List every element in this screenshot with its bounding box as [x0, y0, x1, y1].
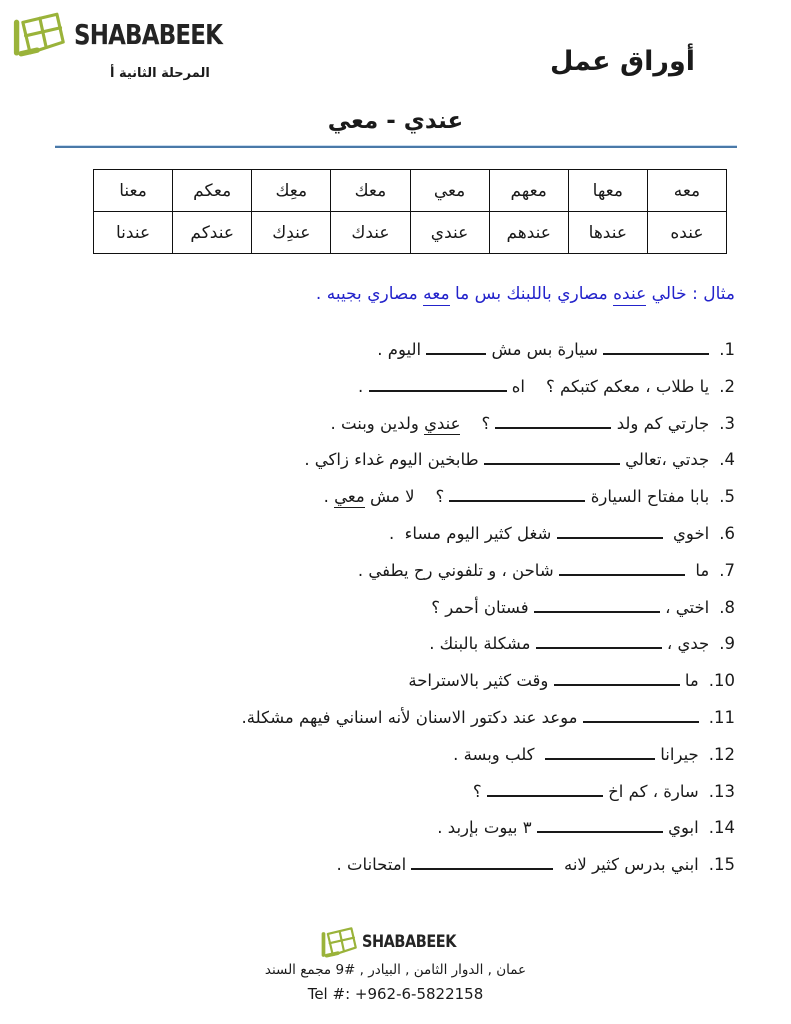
text-segment: جدي ،	[661, 634, 710, 654]
text-segment: جيرانا	[655, 744, 699, 764]
fill-in-blank	[583, 708, 699, 723]
text-segment: شغل كثير اليوم مساء .	[388, 523, 557, 543]
text-segment: .	[358, 376, 369, 396]
text-segment: طابخين اليوم غداء زاكي .	[304, 450, 484, 470]
exercise-item	[30, 590, 735, 627]
table-row	[94, 170, 727, 212]
brand-wordmark: SHABABEEK	[74, 17, 223, 51]
fill-in-blank	[559, 561, 685, 576]
item-number: 12.	[708, 744, 735, 764]
text-segment: مشكلة بالبنك .	[429, 634, 536, 654]
pronoun-cell: عندِك	[252, 212, 331, 254]
exercise-item	[30, 553, 735, 590]
pronoun-cell: معِك	[252, 170, 331, 212]
text-segment: ما	[679, 671, 699, 691]
fill-in-blank	[495, 414, 611, 429]
exercise-item	[30, 626, 735, 663]
item-number: 14.	[708, 818, 735, 838]
exercise-item	[30, 700, 735, 737]
fill-in-blank	[487, 782, 603, 797]
title-rule	[55, 145, 737, 148]
shababeek-window-icon	[10, 8, 68, 60]
text-segment: سارة ، كم اخ	[602, 781, 699, 801]
example-line	[40, 278, 735, 310]
fill-in-blank	[557, 524, 663, 539]
underlined-word: معي	[334, 487, 365, 507]
exercise-item	[30, 406, 735, 443]
fill-in-blank	[537, 818, 663, 833]
item-number: 3.	[719, 413, 735, 433]
text-segment: يا طلاب ، معكم كتبكم ؟ اه	[506, 376, 710, 396]
text-segment: مثال : خالي	[646, 284, 735, 304]
fill-in-blank	[536, 634, 662, 649]
item-number: 7.	[719, 560, 735, 580]
underlined-word: عندي	[424, 413, 461, 433]
page-title: عندي - معي	[327, 108, 464, 134]
item-number: 9.	[719, 634, 735, 654]
underlined-word: عنده	[613, 284, 647, 304]
pronoun-cell: عندنا	[94, 212, 173, 254]
pronoun-cell: عنده	[647, 212, 726, 254]
pronoun-cell: عندي	[410, 212, 489, 254]
text-segment: سيارة بس مش	[486, 340, 604, 359]
pronoun-cell: معنا	[94, 170, 173, 212]
text-segment: موعد عند دكتور الاسنان لأنه اسناني فيهم مشكلة.	[241, 707, 583, 727]
footer-address: عمان , الدوار الثامن , البيادر , #9 مجمع السند	[264, 962, 527, 978]
exercise-item	[30, 479, 735, 516]
item-number: 1.	[719, 340, 735, 359]
exercise-item	[30, 516, 735, 553]
text-segment: فستان أحمر ؟	[431, 597, 534, 617]
item-number: 4.	[719, 450, 735, 470]
text-segment: اختي ،	[659, 597, 710, 617]
fill-in-blank	[534, 598, 660, 613]
pronoun-cell: عندهم	[489, 212, 568, 254]
pronoun-cell: معك	[331, 170, 410, 212]
pronoun-cell: معي	[410, 170, 489, 212]
pronoun-cell: عندها	[568, 212, 647, 254]
text-segment: ؟	[460, 413, 496, 433]
item-number: 2.	[719, 376, 735, 396]
fill-in-blank	[411, 855, 553, 870]
footer-brand-wordmark: SHABABEEK	[361, 932, 456, 952]
fill-in-blank	[545, 745, 655, 760]
text-segment: ابوي	[662, 818, 699, 838]
header-logo	[10, 8, 255, 60]
item-number: 8.	[719, 597, 735, 617]
exercise-item	[30, 369, 735, 406]
stage-label: المرحلة الثانية أ	[110, 66, 210, 81]
pronoun-cell: عندك	[331, 212, 410, 254]
footer-tel: Tel #: +962-6-5822158	[307, 985, 484, 1003]
item-number: 13.	[708, 781, 735, 801]
footer-logo	[0, 924, 791, 960]
pronoun-cell: عندكم	[173, 212, 252, 254]
text-segment: امتحانات .	[336, 855, 412, 875]
fill-in-blank	[554, 671, 680, 686]
text-segment: اليوم .	[377, 340, 427, 359]
item-number: 10.	[708, 671, 735, 691]
text-segment: اخوي	[662, 523, 710, 543]
text-segment: بابا مفتاح السيارة	[585, 487, 710, 507]
text-segment: وقت كثير بالاستراحة	[408, 671, 554, 691]
item-number: 5.	[719, 487, 735, 507]
text-segment: مصاري باللبنك بس ما	[449, 284, 614, 304]
text-segment: ما	[684, 560, 710, 580]
pronoun-cell: معه	[647, 170, 726, 212]
fill-in-blank	[426, 340, 486, 355]
exercise-item	[30, 810, 735, 847]
exercise-item	[30, 847, 735, 884]
text-segment: ؟ لا مش	[364, 487, 450, 507]
exercise-list	[30, 332, 735, 884]
pronoun-cell: معهم	[489, 170, 568, 212]
item-number: 15.	[708, 855, 735, 875]
text-segment: ٣ بيوت بإربد .	[437, 818, 537, 838]
table-row	[94, 212, 727, 254]
fill-in-blank	[369, 377, 507, 392]
pronoun-cell: معها	[568, 170, 647, 212]
text-segment: كلب وبسة .	[453, 744, 546, 764]
worksheet-label: أوراق عمل	[549, 46, 695, 77]
item-number: 11.	[708, 707, 735, 727]
exercise-item	[30, 442, 735, 479]
text-segment: مصاري بجيبه .	[315, 284, 424, 304]
text-segment: شاحن ، و تلفوني رح يطفي .	[357, 560, 559, 580]
pronoun-table	[93, 169, 727, 254]
item-number: 6.	[719, 523, 735, 543]
text-segment: ؟	[472, 781, 487, 801]
exercise-item	[30, 737, 735, 774]
text-segment: جارتي كم ولد	[611, 413, 710, 433]
text-segment: ولدين وبنت .	[330, 413, 425, 433]
shababeek-window-icon	[319, 924, 359, 960]
exercise-item	[30, 774, 735, 811]
text-segment: .	[323, 487, 335, 507]
text-segment: جدتي ،تعالي	[619, 450, 710, 470]
pronoun-cell: معكم	[173, 170, 252, 212]
text-segment: ابني بدرس كثير لانه	[553, 855, 699, 875]
exercise-item	[30, 332, 735, 369]
fill-in-blank	[484, 450, 620, 465]
underlined-word: معه	[423, 284, 450, 304]
fill-in-blank	[603, 340, 709, 355]
fill-in-blank	[449, 487, 585, 502]
exercise-item	[30, 663, 735, 700]
